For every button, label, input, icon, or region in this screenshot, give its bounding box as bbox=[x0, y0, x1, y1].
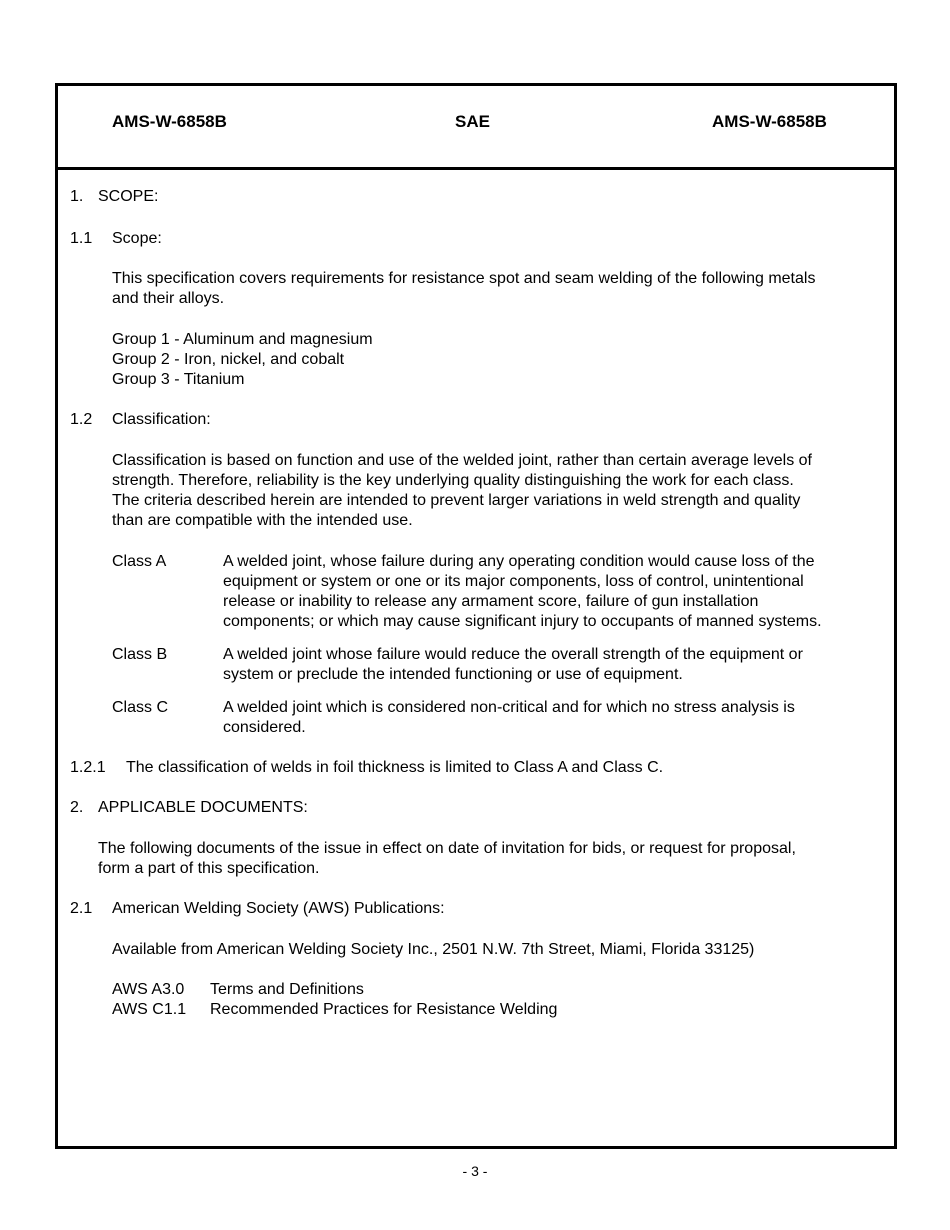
document-header bbox=[58, 86, 894, 170]
section-2-1-title: American Welding Society (AWS) Publications: bbox=[112, 900, 445, 917]
paragraph-line: release or inability to release any armament score, failure of gun installation bbox=[223, 593, 759, 610]
header-doc-id-right: AMS-W-6858B bbox=[712, 112, 827, 131]
metal-group-list bbox=[112, 330, 373, 390]
header-doc-id-left: AMS-W-6858B bbox=[112, 112, 227, 131]
paragraph-line: equipment or system or one or its major components, loss of control, unintentional bbox=[223, 573, 804, 590]
class-a-label: Class A bbox=[112, 553, 167, 570]
paragraph-line: The following documents of the issue in effect on date of invitation for bids, or request for proposal, bbox=[98, 840, 796, 857]
paragraph-line: than are compatible with the intended use. bbox=[112, 512, 413, 529]
section-2-title: APPLICABLE DOCUMENTS: bbox=[98, 799, 308, 816]
classification-paragraph bbox=[112, 451, 892, 531]
paragraph-line: and their alloys. bbox=[112, 290, 225, 307]
section-1-1-number: 1.1 bbox=[70, 230, 93, 247]
class-c-description bbox=[223, 698, 873, 738]
list-item: Group 2 - Iron, nickel, and cobalt bbox=[112, 351, 345, 368]
class-c-label: Class C bbox=[112, 699, 169, 716]
paragraph-line: form a part of this specification. bbox=[98, 860, 320, 877]
paragraph-line: Classification is based on function and use of the welded joint, rather than certain average levels of bbox=[112, 452, 812, 469]
section-1-2-title: Classification: bbox=[112, 411, 211, 428]
paragraph-line: considered. bbox=[223, 719, 306, 736]
section-1-2-1-number: 1.2.1 bbox=[70, 759, 106, 776]
paragraph-line: strength. Therefore, reliability is the key underlying quality distinguishing the work for each class. bbox=[112, 472, 794, 489]
paragraph-line: A welded joint whose failure would reduce the overall strength of the equipment or bbox=[223, 646, 803, 663]
section-1-2-1-text: The classification of welds in foil thickness is limited to Class A and Class C. bbox=[126, 759, 664, 776]
section-2-1-number: 2.1 bbox=[70, 900, 93, 917]
list-item: Group 1 - Aluminum and magnesium bbox=[112, 331, 373, 348]
paragraph-line: A welded joint, whose failure during any operating condition would cause loss of the bbox=[223, 553, 815, 570]
aws-doc-title: Recommended Practices for Resistance Welding bbox=[210, 1001, 558, 1018]
aws-doc-code: AWS C1.1 bbox=[112, 1001, 187, 1018]
section-1-1-title: Scope: bbox=[112, 230, 162, 247]
section-2-number: 2. bbox=[70, 799, 84, 816]
paragraph-line: components; or which may cause significant injury to occupants of manned systems. bbox=[223, 613, 822, 630]
class-a-description bbox=[223, 552, 873, 632]
paragraph-line: This specification covers requirements for resistance spot and seam welding of the following metals bbox=[112, 270, 816, 287]
section-1-2-number: 1.2 bbox=[70, 411, 93, 428]
applicable-documents-paragraph bbox=[98, 839, 888, 879]
paragraph-line: system or preclude the intended functioning or use of equipment. bbox=[223, 666, 683, 683]
header-organization: SAE bbox=[455, 112, 490, 131]
aws-doc-title: Terms and Definitions bbox=[210, 981, 364, 998]
paragraph-line: A welded joint which is considered non-critical and for which no stress analysis is bbox=[223, 699, 795, 716]
aws-doc-code: AWS A3.0 bbox=[112, 981, 185, 998]
class-b-label: Class B bbox=[112, 646, 168, 663]
scope-paragraph bbox=[112, 269, 892, 309]
page-number: - 3 - bbox=[462, 1163, 488, 1179]
paragraph-line: The criteria described herein are intended to prevent larger variations in weld strength and quality bbox=[112, 492, 801, 509]
section-1-title: SCOPE: bbox=[98, 188, 159, 205]
class-b-description bbox=[223, 645, 873, 685]
section-1-number: 1. bbox=[70, 188, 84, 205]
aws-availability-note: Available from American Welding Society Inc., 2501 N.W. 7th Street, Miami, Florida 33125) bbox=[112, 941, 755, 958]
list-item: Group 3 - Titanium bbox=[112, 371, 245, 388]
